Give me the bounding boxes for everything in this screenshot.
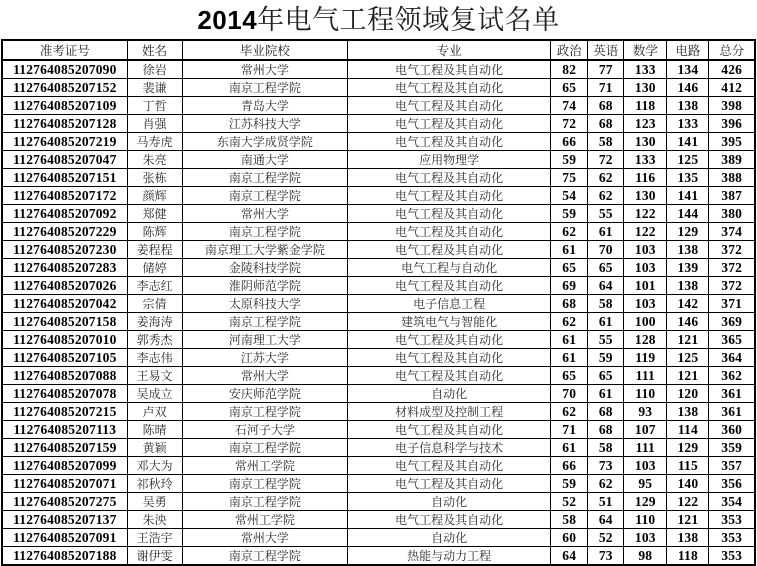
cell-id: 112764085207230 — [2, 241, 127, 259]
cell-circuit: 125 — [667, 349, 709, 367]
cell-english: 61 — [588, 385, 624, 403]
cell-politics: 61 — [551, 349, 588, 367]
cell-total: 372 — [709, 241, 755, 259]
cell-politics: 52 — [551, 493, 588, 511]
title-text: 年电气工程领域复试名单 — [257, 5, 560, 35]
cell-total: 364 — [709, 349, 755, 367]
cell-circuit: 138 — [667, 529, 709, 547]
cell-math: 130 — [624, 187, 667, 205]
cell-english: 73 — [588, 457, 624, 475]
cell-id: 112764085207188 — [2, 547, 127, 566]
table-row — [2, 277, 755, 295]
cell-math: 123 — [624, 115, 667, 133]
cell-school: 常州工学院 — [182, 457, 347, 475]
cell-english: 62 — [588, 475, 624, 493]
cell-school: 南京工程学院 — [182, 403, 347, 421]
cell-total: 369 — [709, 313, 755, 331]
cell-politics: 62 — [551, 313, 588, 331]
cell-major: 热能与动力工程 — [347, 547, 550, 566]
cell-total: 380 — [709, 205, 755, 223]
cell-politics: 70 — [551, 385, 588, 403]
cell-major: 电气工程及其自动化 — [347, 331, 550, 349]
cell-id: 112764085207113 — [2, 421, 127, 439]
cell-math: 128 — [624, 331, 667, 349]
table-row — [2, 367, 755, 385]
cell-math: 98 — [624, 547, 667, 566]
cell-school: 金陵科技学院 — [182, 259, 347, 277]
table-row — [2, 97, 755, 115]
cell-total: 357 — [709, 457, 755, 475]
cell-politics: 69 — [551, 277, 588, 295]
cell-id: 112764085207215 — [2, 403, 127, 421]
table-row — [2, 223, 755, 241]
cell-politics: 71 — [551, 421, 588, 439]
table-row — [2, 313, 755, 331]
cell-id: 112764085207088 — [2, 367, 127, 385]
header-name: 姓名 — [127, 40, 182, 60]
cell-english: 65 — [588, 259, 624, 277]
cell-name: 宗倩 — [127, 295, 182, 313]
cell-major: 电气工程及其自动化 — [347, 187, 550, 205]
cell-id: 112764085207010 — [2, 331, 127, 349]
table-row — [2, 457, 755, 475]
cell-school: 石河子大学 — [182, 421, 347, 439]
cell-english: 55 — [588, 331, 624, 349]
header-exam-id: 准考证号 — [2, 40, 127, 60]
cell-math: 100 — [624, 313, 667, 331]
cell-english: 62 — [588, 187, 624, 205]
cell-english: 61 — [588, 223, 624, 241]
cell-id: 112764085207151 — [2, 169, 127, 187]
cell-name: 储婷 — [127, 259, 182, 277]
cell-total: 372 — [709, 259, 755, 277]
cell-english: 55 — [588, 205, 624, 223]
cell-circuit: 139 — [667, 259, 709, 277]
cell-id: 112764085207283 — [2, 259, 127, 277]
cell-circuit: 140 — [667, 475, 709, 493]
cell-major: 电气工程及其自动化 — [347, 349, 550, 367]
cell-circuit: 135 — [667, 169, 709, 187]
table-row — [2, 151, 755, 169]
table-row — [2, 133, 755, 151]
cell-math: 103 — [624, 259, 667, 277]
cell-id: 112764085207092 — [2, 205, 127, 223]
cell-math: 111 — [624, 367, 667, 385]
cell-major: 电气工程及其自动化 — [347, 169, 550, 187]
header-math: 数学 — [624, 40, 667, 60]
cell-english: 64 — [588, 511, 624, 529]
table-row — [2, 331, 755, 349]
cell-politics: 65 — [551, 79, 588, 97]
cell-english: 65 — [588, 367, 624, 385]
roster-table — [1, 39, 756, 566]
cell-total: 361 — [709, 403, 755, 421]
cell-politics: 74 — [551, 97, 588, 115]
cell-english: 68 — [588, 115, 624, 133]
cell-english: 73 — [588, 547, 624, 566]
cell-circuit: 129 — [667, 223, 709, 241]
cell-name: 王易文 — [127, 367, 182, 385]
table-row — [2, 403, 755, 421]
cell-math: 103 — [624, 457, 667, 475]
cell-circuit: 138 — [667, 403, 709, 421]
cell-politics: 65 — [551, 367, 588, 385]
table-row — [2, 115, 755, 133]
cell-english: 51 — [588, 493, 624, 511]
cell-circuit: 121 — [667, 331, 709, 349]
cell-math: 129 — [624, 493, 667, 511]
cell-name: 郑健 — [127, 205, 182, 223]
cell-circuit: 133 — [667, 115, 709, 133]
cell-total: 412 — [709, 79, 755, 97]
cell-name: 陈晴 — [127, 421, 182, 439]
table-row — [2, 439, 755, 457]
cell-politics: 58 — [551, 511, 588, 529]
header-circuit: 电路 — [667, 40, 709, 60]
table-row — [2, 205, 755, 223]
cell-major: 电气工程及其自动化 — [347, 79, 550, 97]
table-row — [2, 187, 755, 205]
cell-id: 112764085207128 — [2, 115, 127, 133]
cell-math: 119 — [624, 349, 667, 367]
cell-circuit: 120 — [667, 385, 709, 403]
cell-total: 359 — [709, 439, 755, 457]
cell-major: 自动化 — [347, 385, 550, 403]
header-major: 专业 — [347, 40, 550, 60]
header-school: 毕业院校 — [182, 40, 347, 60]
cell-english: 58 — [588, 295, 624, 313]
cell-math: 110 — [624, 385, 667, 403]
cell-school: 淮阴师范学院 — [182, 277, 347, 295]
cell-id: 112764085207090 — [2, 60, 127, 79]
cell-school: 南京工程学院 — [182, 439, 347, 457]
cell-math: 111 — [624, 439, 667, 457]
cell-id: 112764085207099 — [2, 457, 127, 475]
cell-id: 112764085207109 — [2, 97, 127, 115]
cell-id: 112764085207172 — [2, 187, 127, 205]
cell-major: 电气工程及其自动化 — [347, 241, 550, 259]
cell-politics: 64 — [551, 547, 588, 566]
table-row — [2, 421, 755, 439]
cell-total: 353 — [709, 529, 755, 547]
table-row — [2, 475, 755, 493]
cell-major: 电气工程及其自动化 — [347, 421, 550, 439]
cell-politics: 59 — [551, 151, 588, 169]
cell-id: 112764085207275 — [2, 493, 127, 511]
cell-politics: 61 — [551, 331, 588, 349]
cell-total: 395 — [709, 133, 755, 151]
cell-circuit: 115 — [667, 457, 709, 475]
cell-name: 徐岩 — [127, 60, 182, 79]
cell-school: 常州工学院 — [182, 511, 347, 529]
cell-total: 353 — [709, 547, 755, 566]
cell-major: 自动化 — [347, 529, 550, 547]
cell-total: 396 — [709, 115, 755, 133]
cell-major: 电气工程及其自动化 — [347, 97, 550, 115]
cell-politics: 68 — [551, 295, 588, 313]
cell-id: 112764085207091 — [2, 529, 127, 547]
cell-circuit: 141 — [667, 133, 709, 151]
cell-name: 张栋 — [127, 169, 182, 187]
cell-name: 王浩宇 — [127, 529, 182, 547]
cell-total: 387 — [709, 187, 755, 205]
cell-id: 112764085207159 — [2, 439, 127, 457]
table-row — [2, 511, 755, 529]
cell-name: 颜辉 — [127, 187, 182, 205]
cell-major: 材料成型及控制工程 — [347, 403, 550, 421]
cell-politics: 62 — [551, 403, 588, 421]
cell-politics: 66 — [551, 457, 588, 475]
cell-major: 电气工程及其自动化 — [347, 115, 550, 133]
cell-school: 河南理工大学 — [182, 331, 347, 349]
cell-english: 58 — [588, 439, 624, 457]
cell-id: 112764085207026 — [2, 277, 127, 295]
cell-math: 103 — [624, 241, 667, 259]
header-politics: 政治 — [551, 40, 588, 60]
cell-name: 吴成立 — [127, 385, 182, 403]
cell-major: 自动化 — [347, 493, 550, 511]
cell-circuit: 134 — [667, 60, 709, 79]
cell-circuit: 138 — [667, 97, 709, 115]
cell-school: 南京工程学院 — [182, 313, 347, 331]
cell-major: 建筑电气与智能化 — [347, 313, 550, 331]
cell-politics: 75 — [551, 169, 588, 187]
cell-total: 374 — [709, 223, 755, 241]
cell-math: 133 — [624, 151, 667, 169]
cell-major: 电气工程及其自动化 — [347, 475, 550, 493]
cell-major: 电气工程及其自动化 — [347, 277, 550, 295]
cell-politics: 72 — [551, 115, 588, 133]
cell-school: 南通大学 — [182, 151, 347, 169]
cell-politics: 82 — [551, 60, 588, 79]
cell-name: 肖强 — [127, 115, 182, 133]
cell-name: 陈辉 — [127, 223, 182, 241]
cell-school: 东南大学成贤学院 — [182, 133, 347, 151]
cell-name: 朱泱 — [127, 511, 182, 529]
cell-major: 电子信息工程 — [347, 295, 550, 313]
cell-school: 太原科技大学 — [182, 295, 347, 313]
cell-math: 130 — [624, 79, 667, 97]
table-body — [2, 60, 755, 565]
header-total: 总分 — [709, 40, 755, 60]
table-row — [2, 547, 755, 566]
cell-id: 112764085207071 — [2, 475, 127, 493]
table-row — [2, 169, 755, 187]
cell-school: 江苏大学 — [182, 349, 347, 367]
cell-major: 电子信息科学与技术 — [347, 439, 550, 457]
cell-school: 安庆师范学院 — [182, 385, 347, 403]
cell-id: 112764085207158 — [2, 313, 127, 331]
cell-english: 72 — [588, 151, 624, 169]
cell-major: 应用物理学 — [347, 151, 550, 169]
table-row — [2, 295, 755, 313]
cell-circuit: 146 — [667, 79, 709, 97]
cell-math: 130 — [624, 133, 667, 151]
cell-total: 360 — [709, 421, 755, 439]
cell-school: 常州大学 — [182, 529, 347, 547]
cell-politics: 59 — [551, 475, 588, 493]
cell-major: 电气工程及其自动化 — [347, 205, 550, 223]
cell-name: 邓大为 — [127, 457, 182, 475]
cell-english: 68 — [588, 97, 624, 115]
cell-school: 江苏科技大学 — [182, 115, 347, 133]
cell-circuit: 114 — [667, 421, 709, 439]
table-row — [2, 493, 755, 511]
cell-major: 电气工程与自动化 — [347, 259, 550, 277]
cell-english: 58 — [588, 133, 624, 151]
cell-math: 93 — [624, 403, 667, 421]
cell-school: 南京工程学院 — [182, 169, 347, 187]
cell-circuit: 121 — [667, 511, 709, 529]
cell-math: 122 — [624, 205, 667, 223]
cell-school: 南京工程学院 — [182, 187, 347, 205]
cell-name: 郭秀杰 — [127, 331, 182, 349]
cell-politics: 60 — [551, 529, 588, 547]
cell-id: 112764085207152 — [2, 79, 127, 97]
cell-math: 122 — [624, 223, 667, 241]
cell-english: 68 — [588, 403, 624, 421]
cell-total: 361 — [709, 385, 755, 403]
cell-math: 103 — [624, 529, 667, 547]
cell-total: 398 — [709, 97, 755, 115]
cell-name: 祁秋玲 — [127, 475, 182, 493]
cell-english: 61 — [588, 313, 624, 331]
cell-math: 133 — [624, 60, 667, 79]
cell-id: 112764085207219 — [2, 133, 127, 151]
cell-major: 电气工程及其自动化 — [347, 133, 550, 151]
cell-name: 李志伟 — [127, 349, 182, 367]
cell-name: 黄颖 — [127, 439, 182, 457]
cell-total: 354 — [709, 493, 755, 511]
cell-major: 电气工程及其自动化 — [347, 60, 550, 79]
cell-math: 107 — [624, 421, 667, 439]
cell-politics: 61 — [551, 439, 588, 457]
table-row — [2, 385, 755, 403]
cell-politics: 65 — [551, 259, 588, 277]
cell-total: 371 — [709, 295, 755, 313]
cell-name: 丁哲 — [127, 97, 182, 115]
cell-total: 365 — [709, 331, 755, 349]
cell-school: 南京理工大学紫金学院 — [182, 241, 347, 259]
table-row — [2, 79, 755, 97]
cell-id: 112764085207042 — [2, 295, 127, 313]
cell-english: 62 — [588, 169, 624, 187]
title-year: 2014 — [197, 5, 258, 35]
cell-name: 姜海涛 — [127, 313, 182, 331]
cell-circuit: 118 — [667, 547, 709, 566]
cell-english: 70 — [588, 241, 624, 259]
cell-circuit: 146 — [667, 313, 709, 331]
cell-politics: 61 — [551, 241, 588, 259]
cell-school: 常州大学 — [182, 60, 347, 79]
cell-english: 77 — [588, 60, 624, 79]
cell-circuit: 125 — [667, 151, 709, 169]
cell-math: 95 — [624, 475, 667, 493]
cell-school: 南京工程学院 — [182, 475, 347, 493]
cell-id: 112764085207229 — [2, 223, 127, 241]
cell-politics: 54 — [551, 187, 588, 205]
cell-school: 常州大学 — [182, 367, 347, 385]
cell-id: 112764085207078 — [2, 385, 127, 403]
cell-id: 112764085207047 — [2, 151, 127, 169]
header-english: 英语 — [588, 40, 624, 60]
cell-school: 南京工程学院 — [182, 493, 347, 511]
cell-english: 59 — [588, 349, 624, 367]
cell-name: 朱亮 — [127, 151, 182, 169]
cell-school: 南京工程学院 — [182, 79, 347, 97]
cell-english: 71 — [588, 79, 624, 97]
cell-total: 372 — [709, 277, 755, 295]
cell-id: 112764085207105 — [2, 349, 127, 367]
table-row — [2, 241, 755, 259]
page-title — [0, 0, 757, 39]
cell-circuit: 141 — [667, 187, 709, 205]
header-row — [2, 40, 755, 60]
cell-circuit: 142 — [667, 295, 709, 313]
cell-math: 103 — [624, 295, 667, 313]
cell-name: 谢伊雯 — [127, 547, 182, 566]
cell-total: 356 — [709, 475, 755, 493]
cell-politics: 66 — [551, 133, 588, 151]
cell-school: 常州大学 — [182, 205, 347, 223]
cell-circuit: 144 — [667, 205, 709, 223]
cell-math: 101 — [624, 277, 667, 295]
cell-school: 南京工程学院 — [182, 547, 347, 566]
cell-circuit: 122 — [667, 493, 709, 511]
cell-school: 青岛大学 — [182, 97, 347, 115]
cell-math: 116 — [624, 169, 667, 187]
cell-total: 389 — [709, 151, 755, 169]
cell-major: 电气工程及其自动化 — [347, 367, 550, 385]
cell-english: 52 — [588, 529, 624, 547]
cell-name: 吴勇 — [127, 493, 182, 511]
table-row — [2, 529, 755, 547]
cell-major: 电气工程及其自动化 — [347, 511, 550, 529]
cell-total: 426 — [709, 60, 755, 79]
cell-circuit: 138 — [667, 277, 709, 295]
cell-id: 112764085207137 — [2, 511, 127, 529]
cell-name: 卢双 — [127, 403, 182, 421]
cell-name: 李志红 — [127, 277, 182, 295]
cell-circuit: 129 — [667, 439, 709, 457]
table-row — [2, 349, 755, 367]
table-row — [2, 259, 755, 277]
cell-major: 电气工程及其自动化 — [347, 223, 550, 241]
cell-major: 电气工程及其自动化 — [347, 457, 550, 475]
cell-politics: 59 — [551, 205, 588, 223]
cell-politics: 62 — [551, 223, 588, 241]
cell-circuit: 138 — [667, 241, 709, 259]
cell-math: 118 — [624, 97, 667, 115]
cell-total: 388 — [709, 169, 755, 187]
cell-school: 南京工程学院 — [182, 223, 347, 241]
cell-name: 姜程程 — [127, 241, 182, 259]
cell-name: 马寿虎 — [127, 133, 182, 151]
cell-english: 64 — [588, 277, 624, 295]
cell-total: 353 — [709, 511, 755, 529]
cell-math: 110 — [624, 511, 667, 529]
table-row — [2, 60, 755, 79]
cell-name: 裴谦 — [127, 79, 182, 97]
cell-english: 68 — [588, 421, 624, 439]
cell-total: 362 — [709, 367, 755, 385]
cell-circuit: 121 — [667, 367, 709, 385]
